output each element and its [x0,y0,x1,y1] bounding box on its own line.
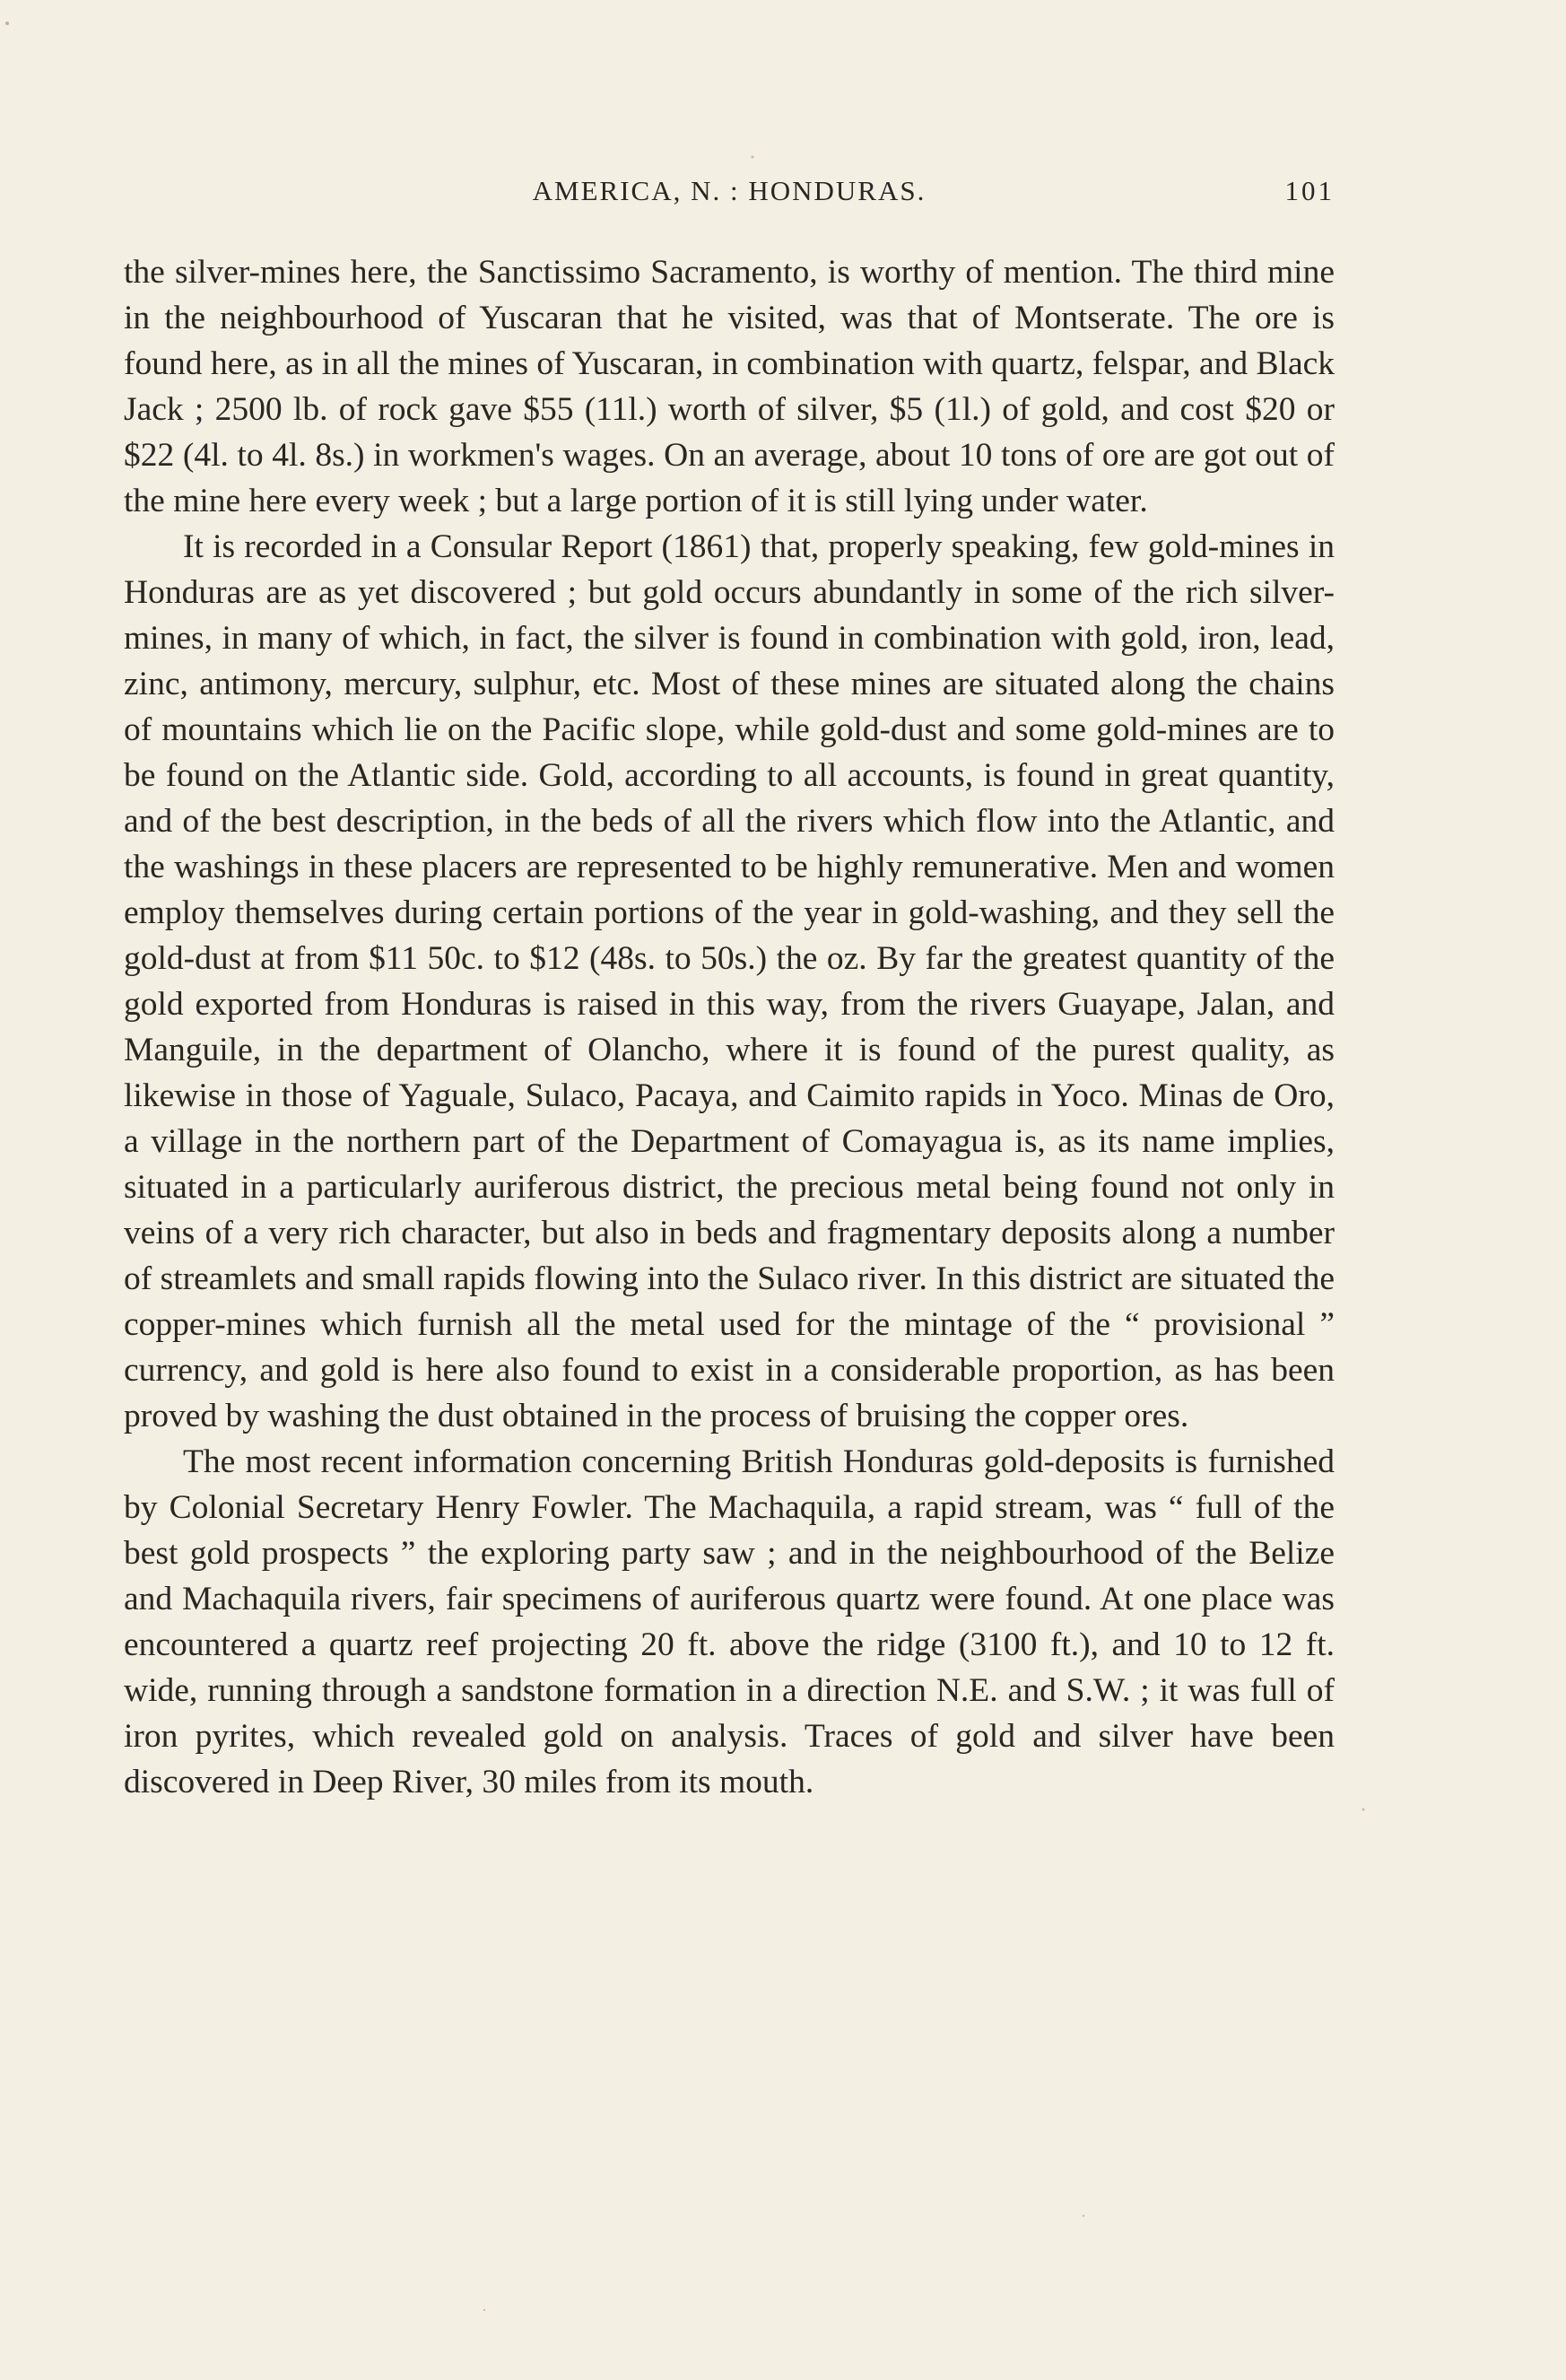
body-text [124,249,1335,1805]
running-head [124,175,1335,214]
paper-speck [483,2309,485,2311]
paper-speck [1362,1809,1365,1811]
paragraph-3: The most recent information concerning British Honduras gold-deposits is furnished by Colonial Secretary Henry Fowler. The Machaquila, a rapid stream, was “ full of the best gold prospects ” the exploring party saw ; and in the neighbourhood of the Belize and Machaquila rivers, fair specimens of auriferous quartz were found. At one place was encountered a quartz reef projecting 20 ft. above the ridge (3100 ft.), and 10 to 12 ft. wide, running through a sandstone formation in a direction N.E. and S.W. ; it was full of iron pyrites, which revealed gold on analysis. Traces of gold and silver have been discovered in Deep River, 30 miles from its mouth. [124,1443,1335,1800]
paper-speck [5,22,9,25]
page-number: 101 [1284,175,1335,206]
paper-speck [752,156,754,159]
running-head-title: AMERICA, N. : HONDURAS. [532,175,927,206]
paragraph-2: It is recorded in a Consular Report (1861) that, properly speaking, few gold-mines in Honduras are as yet discovered ; but gold occurs abundantly in some of the rich silver-mines, in many of which, in fact, the silver is found in combination with gold, iron, lead, zinc, antimony, mercury, sulphur, etc. Most of these mines are situated along the chains of mountains which lie on the Pacific slope, while gold-dust and some gold-mines are to be found on the Atlantic side. Gold, according to all accounts, is found in great quantity, and of the best description, in the beds of all the rivers which flow into the Atlantic, and the washings in these placers are represented to be highly remunerative. Men and women employ themselves during certain portions of the year in gold-washing, and they sell the gold-dust at from $11 50c. to $12 (48s. to 50s.) the oz. By far the greatest quantity of the gold exported from Honduras is raised in this way, from the rivers Guayape, Jalan, and Manguile, in the department of Olancho, where it is found of the purest quality, as likewise in those of Yaguale, Sulaco, Pacaya, and Caimito rapids in Yoco. Minas de Oro, a village in the northern part of the Department of Comayagua is, as its name implies, situated in a particularly auriferous district, the precious metal being found not only in veins of a very rich character, but also in beds and fragmentary deposits along a number of streamlets and small rapids flowing into the Sulaco river. In this district are situated the copper-mines which furnish all the metal used for the mintage of the “ provisional ” currency, and gold is here also found to exist in a considerable proportion, as has been proved by washing the dust obtained in the process of bruising the copper ores. [124,528,1335,1434]
paper-speck [1083,2215,1084,2217]
paragraph-1: the silver-mines here, the Sanctissimo Sacramento, is worthy of mention. The third mine in the neighbourhood of Yuscaran that he visited, was that of Montserate. The ore is found here, as in all the mines of Yuscaran, in combination with quartz, felspar, and Black Jack ; 2500 lb. of rock gave $55 (11l.) worth of silver, $5 (1l.) of gold, and cost $20 or $22 (4l. to 4l. 8s.) in workmen's wages. On an average, about 10 tons of ore are got out of the mine here every week ; but a large portion of it is still lying under water. [124,254,1335,519]
